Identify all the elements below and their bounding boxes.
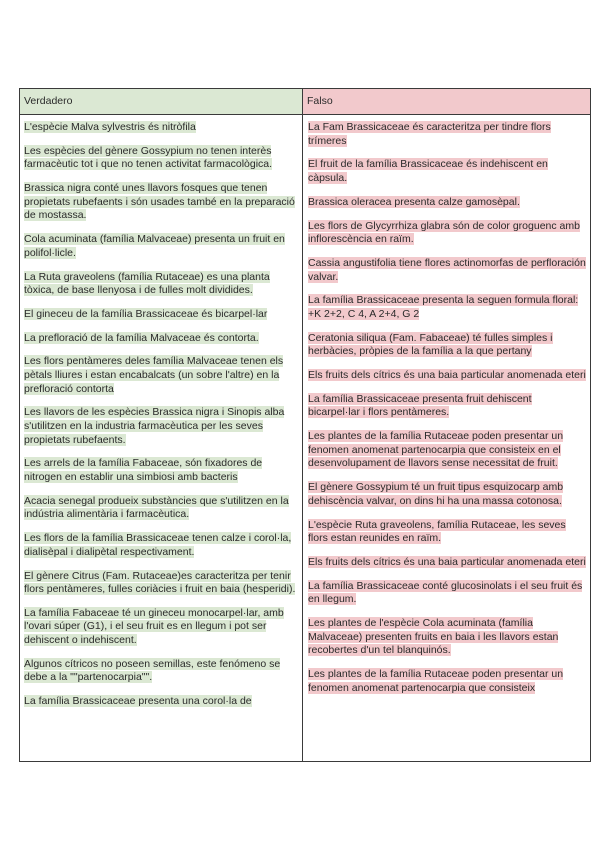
true-statement: Les llavors de les espècies Brassica nigra i Sinopis alba s'utilitzen en la industria farmacèutica per les seves propietats rubefaents. xyxy=(24,406,285,446)
true-statement: Les arrels de la família Fabaceae, són fixadores de nitrogen en establir una simbiosi amb bacteris xyxy=(24,457,263,483)
false-statement: El gènere Gossypium té un fruit tipus esquizocarp amb dehiscència valvar, on dins hi ha una massa cotonosa. xyxy=(308,481,564,507)
false-statement: Cassia angustifolia tiene flores actinomorfas de perfloración valvar. xyxy=(308,256,586,283)
false-statement: La família Brassicaceae presenta la seguen formula floral: +K 2+2, C 4, A 2+4, G 2 xyxy=(308,294,579,320)
false-statement: Les plantes de la família Rutaceae poden presentar un fenomen anomenat partenocarpia que consisteix en el desenvolupament de llavors sense necessitat de fruit. xyxy=(308,430,564,470)
false-statement: La família Brassicaceae conté glucosinolats i el seu fruit és en llegum. xyxy=(308,579,583,606)
true-statement: El gènere Citrus (Fam. Rutaceae)es caracteritza per tenir flors pentàmeres, fulles coriàcies i fruit en baia (hesperidi). xyxy=(24,569,296,596)
true-statement: Les flors de la família Brassicaceae tenen calze i corol·la, dialisèpal i dialipètal respectivament. xyxy=(24,532,292,558)
table-header-row xyxy=(20,89,590,115)
true-statement: La prefloració de la família Malvaceae és contorta. xyxy=(24,331,259,344)
true-statement: Brassica nigra conté unes llavors fosques que tenen propietats rubefaents i són usades també en la preparació de mostassa. xyxy=(24,182,295,222)
false-statement: La Fam Brassicaceae és caracteritza per tindre flors trímeres xyxy=(308,121,551,147)
header-verdadero: Verdadero xyxy=(20,89,303,114)
false-statement: Brassica oleracea presenta calze gamosèpal. xyxy=(308,195,520,208)
true-statement: Algunos cítricos no poseen semillas, este fenómeno se debe a la ""partenocarpia"". xyxy=(24,657,281,684)
false-statement: L'espècie Ruta graveolens, família Rutaceae, les seves flors estan reunides en raïm. xyxy=(308,518,566,545)
true-statement: La família Fabaceae té un gineceu monocarpel·lar, amb l'ovari súper (G1), i el seu fruit es en llegum i pot ser dehiscent o indehiscent. xyxy=(24,606,284,647)
false-statement: El fruit de la família Brassicaceae és indehiscent en càpsula. xyxy=(308,158,548,184)
false-statement: Ceratonia siliqua (Fam. Fabaceae) té fulles simples i herbàcies, pròpies de la família a la que pertany xyxy=(308,331,553,358)
true-statement: Les espècies del gènere Gossypium no tenen interès farmacèutic tot i que no tenen activitat farmacològica. xyxy=(24,144,273,171)
false-statements-column xyxy=(303,115,590,761)
true-statement: Cola acuminata (família Malvaceae) presenta un fruit en polifol·licle. xyxy=(24,233,285,259)
true-statement: L'espècie Malva sylvestris és nitròfila xyxy=(24,121,196,133)
true-statement: El gineceu de la família Brassicaceae és bicarpel·lar xyxy=(24,307,268,320)
true-statement: Les flors pentàmeres deles família Malvaceae tenen els pètals lliures i estan encabalcats (un sobre l'altre) en la prefloració contorta xyxy=(24,355,284,395)
true-statement: Acacia senegal produeix substàncies que s'utilitzen en la indústria alimentària i farmacèutica. xyxy=(24,494,289,521)
true-statements-column xyxy=(20,115,303,761)
false-statement: Les flors de Glycyrrhiza glabra són de color groguenc amb inflorescència en raïm. xyxy=(308,219,580,246)
false-statement: Les plantes de la família Rutaceae poden presentar un fenomen anomenat partenocarpia que consisteix xyxy=(308,668,564,694)
false-statement: Les plantes de l'espècie Cola acuminata (família Malvaceae) presenten fruits en baia i les llavors estan recobertes d'un tel blanquinós. xyxy=(308,617,559,657)
false-statement: Els fruits dels cítrics és una baia particular anomenada eteri xyxy=(308,555,586,568)
false-statement: La família Brassicaceae presenta fruit dehiscent bicarpel·lar i flors pentàmeres. xyxy=(308,392,532,419)
header-falso: Falso xyxy=(303,89,590,114)
true-false-table xyxy=(19,88,591,762)
true-statement: La família Brassicaceae presenta una corol·la de xyxy=(24,695,252,708)
false-statement: Els fruits dels cítrics és una baia particular anomenada eteri xyxy=(308,369,586,382)
true-statement: La Ruta graveolens (família Rutaceae) es una planta tòxica, de base llenyosa i de fulles molt dividides. xyxy=(24,270,270,297)
table-body xyxy=(20,115,590,761)
